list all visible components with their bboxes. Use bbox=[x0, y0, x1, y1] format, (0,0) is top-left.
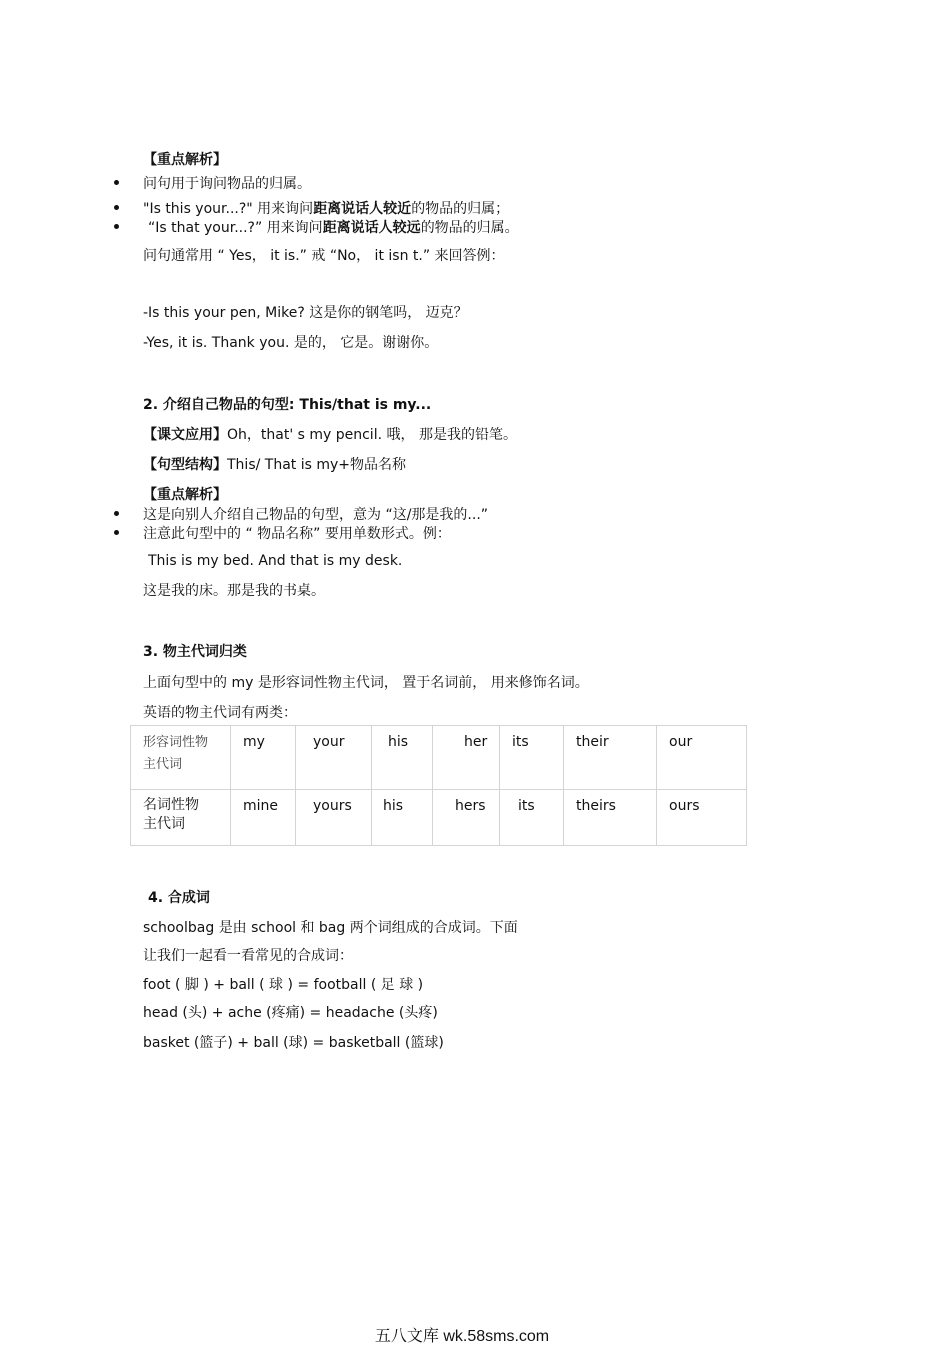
answer-intro: 问句通常用 “ Yes， it is.” 戒 “No， it isn t.” 来回答例： bbox=[143, 248, 505, 264]
bullet-text-bold: 距离说话人较远 bbox=[322, 220, 421, 236]
table-row-header bbox=[131, 726, 231, 790]
bullet-text-post: 的物品的归属。 bbox=[420, 220, 519, 236]
bullet-text: 问句用于询问物品的归属。 bbox=[143, 176, 311, 192]
sentence-structure bbox=[143, 455, 406, 475]
bullet-icon bbox=[113, 204, 121, 212]
table-row-header-line: 形容词性物 bbox=[143, 735, 209, 750]
bullet-text-pre: "Is this your...?" 用来询问 bbox=[143, 201, 314, 217]
bullet-text bbox=[143, 199, 509, 219]
example-chinese: 这是我的床。那是我的书桌。 bbox=[143, 583, 325, 599]
bullet-text-post: 的物品的归属； bbox=[411, 201, 510, 217]
section-title-4: 4. 合成词 bbox=[148, 890, 210, 906]
table-cell: theirs bbox=[564, 789, 657, 845]
table-cell: yours bbox=[296, 789, 372, 845]
bullet-text: 这是向别人介绍自己物品的句型，意为 “这/那是我的...” bbox=[143, 507, 489, 523]
structure-body: This/ That is my+物品名称 bbox=[227, 457, 407, 473]
table-cell: our bbox=[657, 726, 747, 790]
bullet-text-bold: 距离说话人较近 bbox=[313, 201, 412, 217]
table-cell: its bbox=[500, 789, 564, 845]
bullet-icon bbox=[113, 529, 121, 537]
bullet-text-pre: “Is that your...?” 用来询问 bbox=[148, 220, 323, 236]
table-cell: your bbox=[296, 726, 372, 790]
table-cell: their bbox=[564, 726, 657, 790]
bullet-icon bbox=[113, 223, 121, 231]
table-cell: its bbox=[500, 726, 564, 790]
table-cell: hers bbox=[433, 789, 500, 845]
section-title-3: 3. 物主代词归类 bbox=[143, 644, 247, 660]
compound-example: head (头) + ache (疼痛) = headache (头疼) bbox=[143, 1005, 438, 1021]
example-question: -Is this your pen, Mike? 这是你的钢笔吗， 迈克？ bbox=[143, 305, 468, 321]
table-row bbox=[131, 789, 747, 845]
section4-line2: 让我们一起看一看常见的合成词： bbox=[143, 948, 353, 964]
table-cell: ours bbox=[657, 789, 747, 845]
table-row-header-line: 主代词 bbox=[143, 757, 183, 772]
example-english: This is my bed. And that is my desk. bbox=[148, 553, 403, 569]
table-cell: his bbox=[372, 726, 433, 790]
footer-watermark: 五八文库 wk.58sms.com bbox=[374, 1328, 550, 1345]
table-cell: her bbox=[433, 726, 500, 790]
table-row-header-line: 名词性物 bbox=[143, 796, 199, 813]
table-cell: mine bbox=[231, 789, 296, 845]
bullet-text bbox=[148, 218, 519, 238]
bullet-icon bbox=[113, 510, 121, 518]
section3-line2: 英语的物主代词有两类： bbox=[143, 705, 297, 721]
table-cell: my bbox=[231, 726, 296, 790]
table-row-header-line: 主代词 bbox=[143, 815, 185, 832]
label-application: 【课文应用】 bbox=[143, 427, 227, 443]
analysis-heading-2: 【重点解析】 bbox=[143, 487, 227, 503]
bullet-icon bbox=[113, 179, 121, 187]
bullet-text: 注意此句型中的 “ 物品名称” 要用单数形式。例： bbox=[143, 526, 451, 542]
analysis-heading-1: 【重点解析】 bbox=[143, 152, 227, 168]
example-answer: -Yes, it is. Thank you. 是的， 它是。谢谢你。 bbox=[143, 335, 439, 351]
section-title-2: 2. 介绍自己物品的句型: This/that is my... bbox=[143, 397, 432, 413]
compound-example: foot ( 脚 ) + ball ( 球 ) = football ( 足 球 ) bbox=[143, 977, 424, 993]
table-cell: his bbox=[372, 789, 433, 845]
text-application-body: Oh，that' s my pencil. 哦， 那是我的铅笔。 bbox=[227, 427, 517, 443]
section3-line1: 上面句型中的 my 是形容词性物主代词， 置于名词前， 用来修饰名词。 bbox=[143, 675, 589, 691]
label-structure: 【句型结构】 bbox=[143, 457, 227, 473]
table-row bbox=[131, 726, 747, 790]
possessive-pronoun-table bbox=[130, 725, 747, 846]
compound-example: basket (篮子) + ball (球) = basketball (篮球) bbox=[143, 1035, 444, 1051]
table-row-header bbox=[131, 789, 231, 845]
section4-line1: schoolbag 是由 school 和 bag 两个词组成的合成词。下面 bbox=[143, 920, 518, 936]
text-application bbox=[143, 425, 517, 445]
